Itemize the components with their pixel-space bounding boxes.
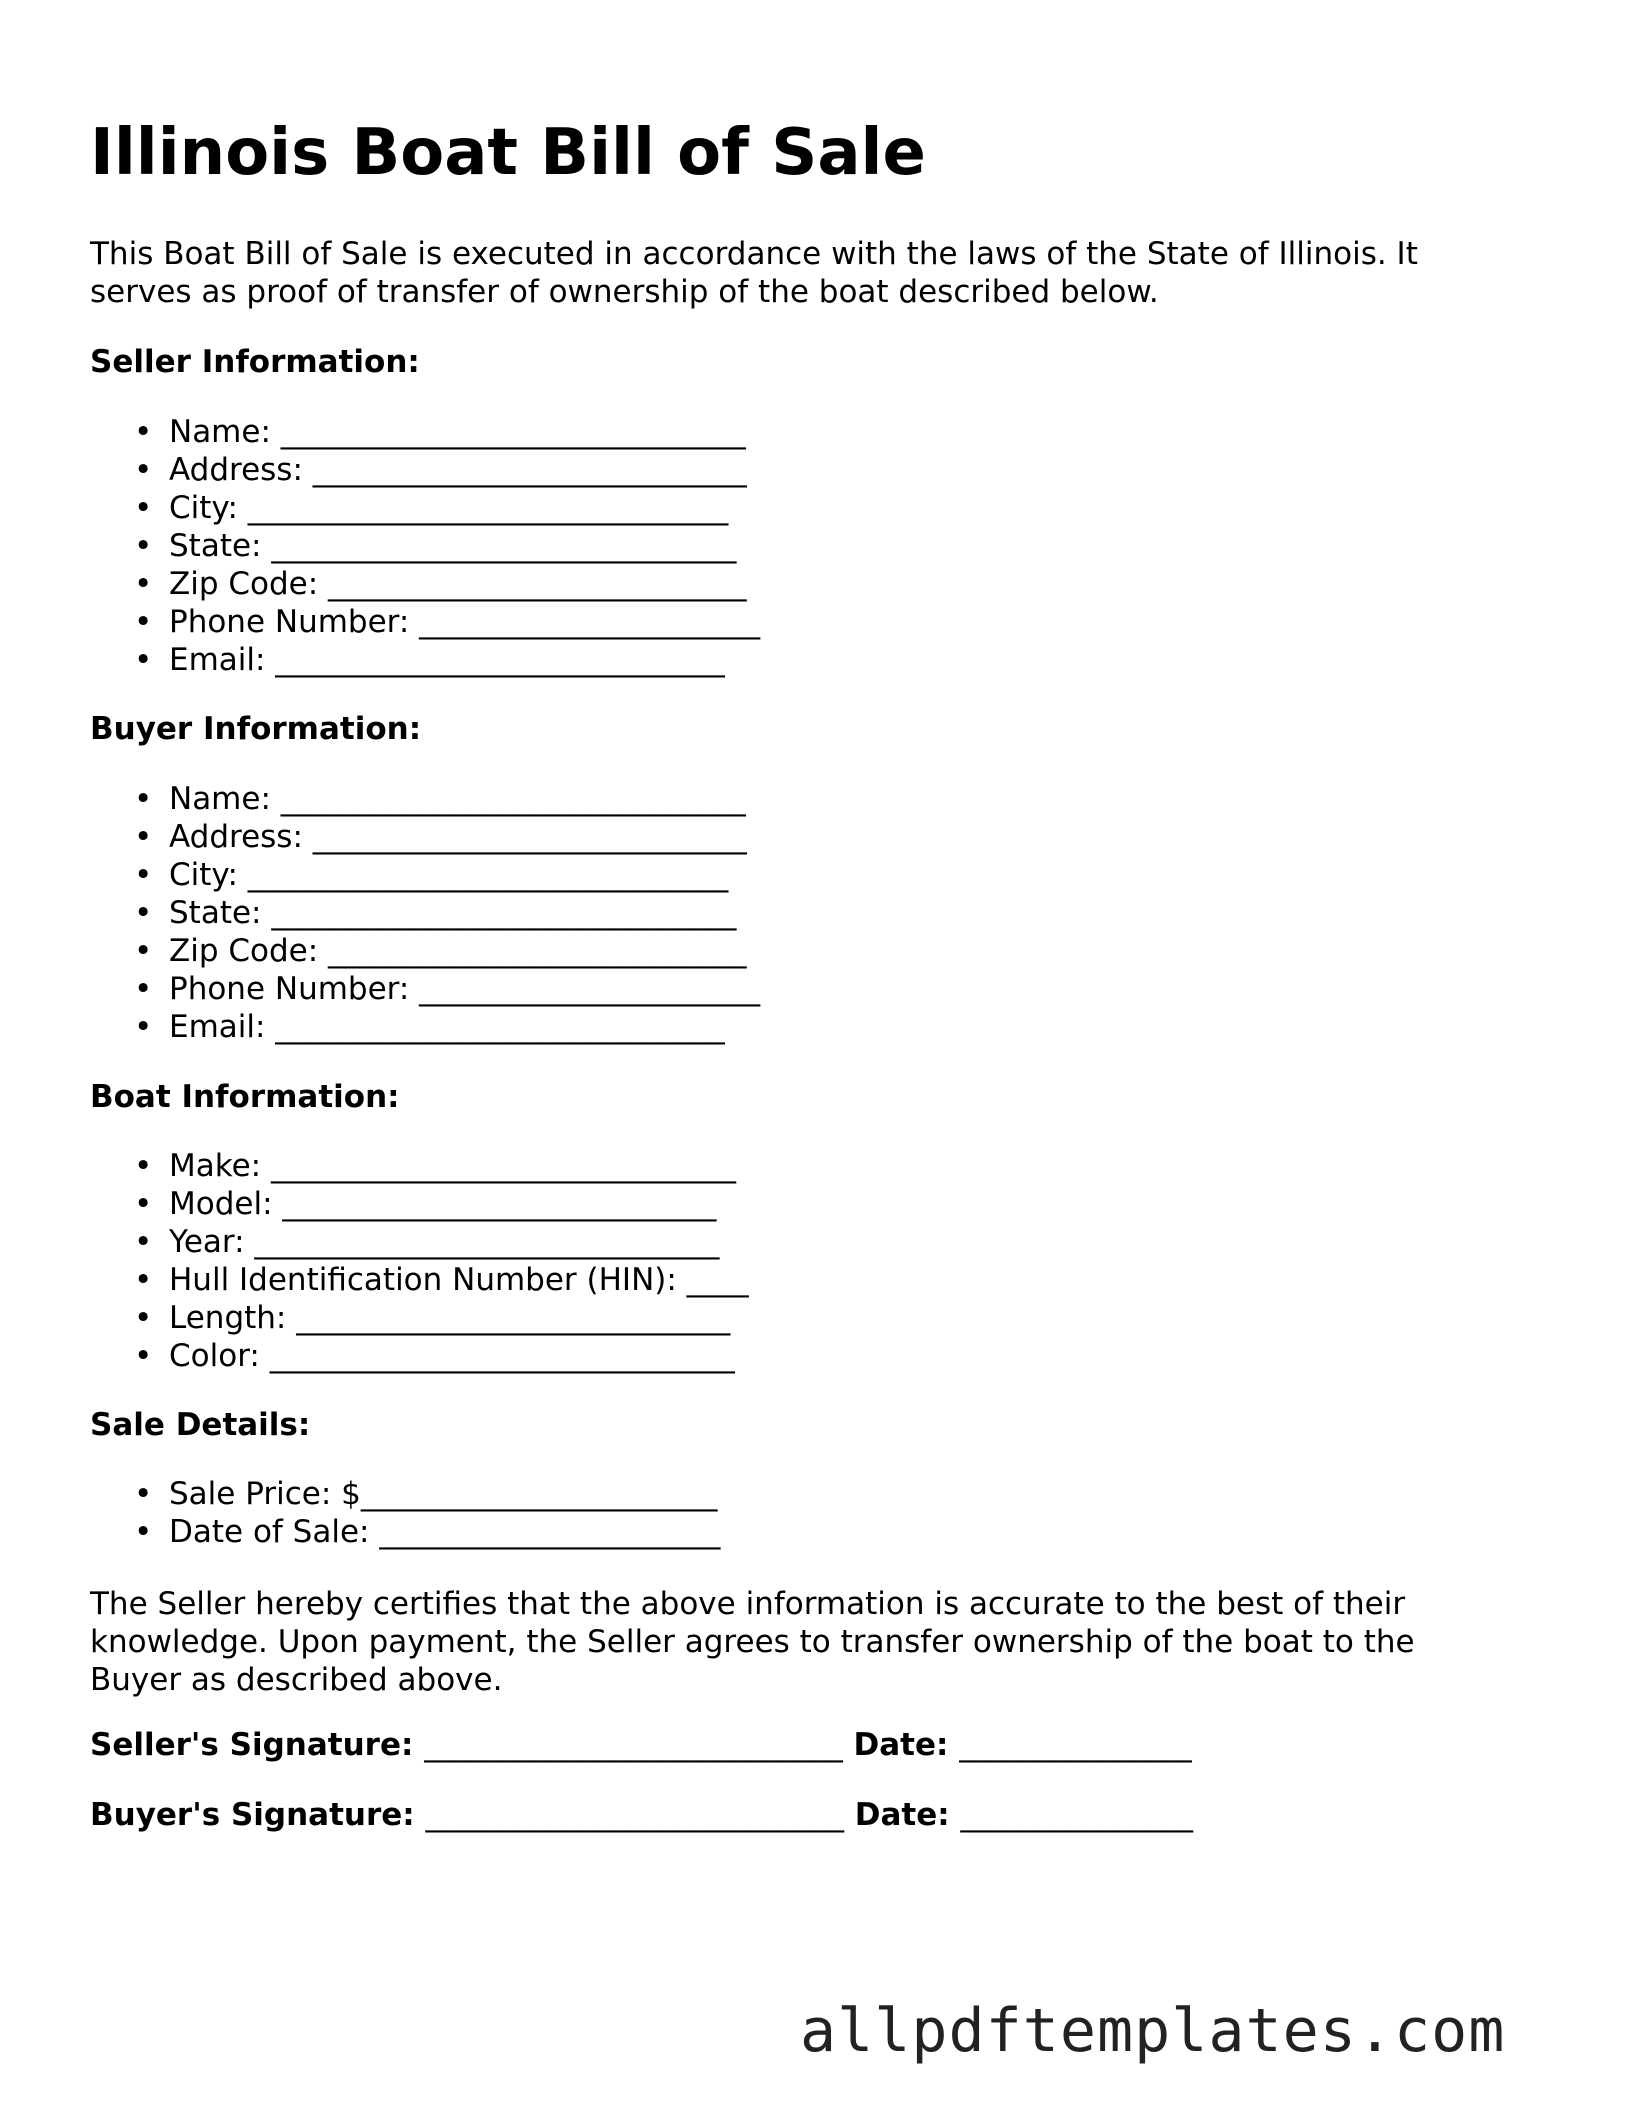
field-text: Sale Price: $_______________________ — [169, 1476, 718, 1512]
bullet: • — [134, 490, 153, 526]
bullet: • — [134, 642, 153, 678]
field-text: Year: ______________________________ — [169, 1224, 720, 1260]
watermark: allpdftemplates.com — [800, 1996, 1506, 2066]
buyer-signature-blank: ___________________________ — [425, 1797, 844, 1833]
field-text: Make: ______________________________ — [169, 1148, 736, 1184]
bullet: • — [134, 528, 153, 564]
sale-date-field — [90, 1513, 720, 1551]
boat-make-field — [90, 1147, 749, 1185]
bullet: • — [134, 781, 153, 817]
seller-phone-field — [90, 603, 760, 641]
field-text: Email: _____________________________ — [169, 1009, 725, 1045]
buyer-signature-label: Buyer's Signature: — [90, 1797, 415, 1833]
buyer-date-blank: _______________ — [960, 1797, 1193, 1833]
boat-model-field — [90, 1185, 749, 1223]
seller-field-list — [90, 413, 760, 679]
boat-heading: Boat Information: — [90, 1079, 400, 1115]
field-text: City: _______________________________ — [169, 490, 729, 526]
buyer-signature-line — [90, 1796, 1193, 1834]
boat-color-field — [90, 1337, 749, 1375]
seller-zip-field — [90, 565, 760, 603]
sale-field-list — [90, 1475, 720, 1551]
boat-year-field — [90, 1223, 749, 1261]
field-text: Color: ______________________________ — [169, 1338, 735, 1374]
field-text: Zip Code: ___________________________ — [169, 566, 747, 602]
field-text: Address: ____________________________ — [169, 452, 747, 488]
field-text: State: ______________________________ — [169, 528, 737, 564]
bullet: • — [134, 1514, 153, 1550]
bullet: • — [134, 1224, 153, 1260]
buyer-date-label: Date: — [854, 1797, 950, 1833]
field-text: State: ______________________________ — [169, 895, 737, 931]
bullet: • — [134, 857, 153, 893]
bullet: • — [134, 1009, 153, 1045]
page-title: Illinois Boat Bill of Sale — [90, 116, 926, 190]
bullet: • — [134, 1300, 153, 1336]
field-text: City: _______________________________ — [169, 857, 729, 893]
seller-state-field — [90, 527, 760, 565]
seller-date-label: Date: — [853, 1727, 949, 1763]
buyer-state-field — [90, 894, 760, 932]
seller-signature-label: Seller's Signature: — [90, 1727, 414, 1763]
buyer-phone-field — [90, 970, 760, 1008]
field-text: Zip Code: ___________________________ — [169, 933, 747, 969]
bullet: • — [134, 604, 153, 640]
buyer-field-list — [90, 780, 760, 1046]
field-text: Address: ____________________________ — [169, 819, 747, 855]
field-text: Name: ______________________________ — [169, 414, 746, 450]
bullet: • — [134, 414, 153, 450]
bullet: • — [134, 1338, 153, 1374]
buyer-city-field — [90, 856, 760, 894]
bullet: • — [134, 971, 153, 1007]
seller-address-field — [90, 451, 760, 489]
seller-signature-line — [90, 1726, 1192, 1764]
field-text: Date of Sale: ______________________ — [169, 1514, 721, 1550]
bullet: • — [134, 819, 153, 855]
boat-field-list — [90, 1147, 749, 1375]
bullet: • — [134, 1186, 153, 1222]
sale-heading: Sale Details: — [90, 1407, 311, 1443]
seller-name-field — [90, 413, 760, 451]
bullet: • — [134, 452, 153, 488]
field-text: Email: _____________________________ — [169, 642, 725, 678]
intro-paragraph: This Boat Bill of Sale is executed in accordance with the laws of the State of Illinois. It serves as proof of transfer of ownership of the boat described below. — [90, 236, 1418, 310]
seller-signature-blank: ___________________________ — [424, 1727, 843, 1763]
field-text: Length: ____________________________ — [169, 1300, 731, 1336]
bullet: • — [134, 895, 153, 931]
sale-price-field — [90, 1475, 720, 1513]
bullet: • — [134, 566, 153, 602]
buyer-name-field — [90, 780, 760, 818]
field-text: Name: ______________________________ — [169, 781, 746, 817]
boat-length-field — [90, 1299, 749, 1337]
buyer-zip-field — [90, 932, 760, 970]
field-text: Phone Number: ______________________ — [169, 604, 761, 640]
bullet: • — [134, 1148, 153, 1184]
seller-email-field — [90, 641, 760, 679]
certification-paragraph: The Seller hereby certifies that the above information is accurate to the best of their knowledge. Upon payment, the Seller agrees to transfer ownership of the boat to the Buyer as described above. — [90, 1586, 1415, 1698]
seller-city-field — [90, 489, 760, 527]
field-text: Model: ____________________________ — [169, 1186, 717, 1222]
buyer-address-field — [90, 818, 760, 856]
bullet: • — [134, 933, 153, 969]
seller-date-blank: _______________ — [959, 1727, 1192, 1763]
field-text: Phone Number: ______________________ — [169, 971, 761, 1007]
buyer-heading: Buyer Information: — [90, 711, 422, 747]
field-text: Hull Identification Number (HIN): ____ — [169, 1262, 749, 1298]
bullet: • — [134, 1476, 153, 1512]
boat-hin-field — [90, 1261, 749, 1299]
buyer-email-field — [90, 1008, 760, 1046]
seller-heading: Seller Information: — [90, 344, 420, 380]
bullet: • — [134, 1262, 153, 1298]
